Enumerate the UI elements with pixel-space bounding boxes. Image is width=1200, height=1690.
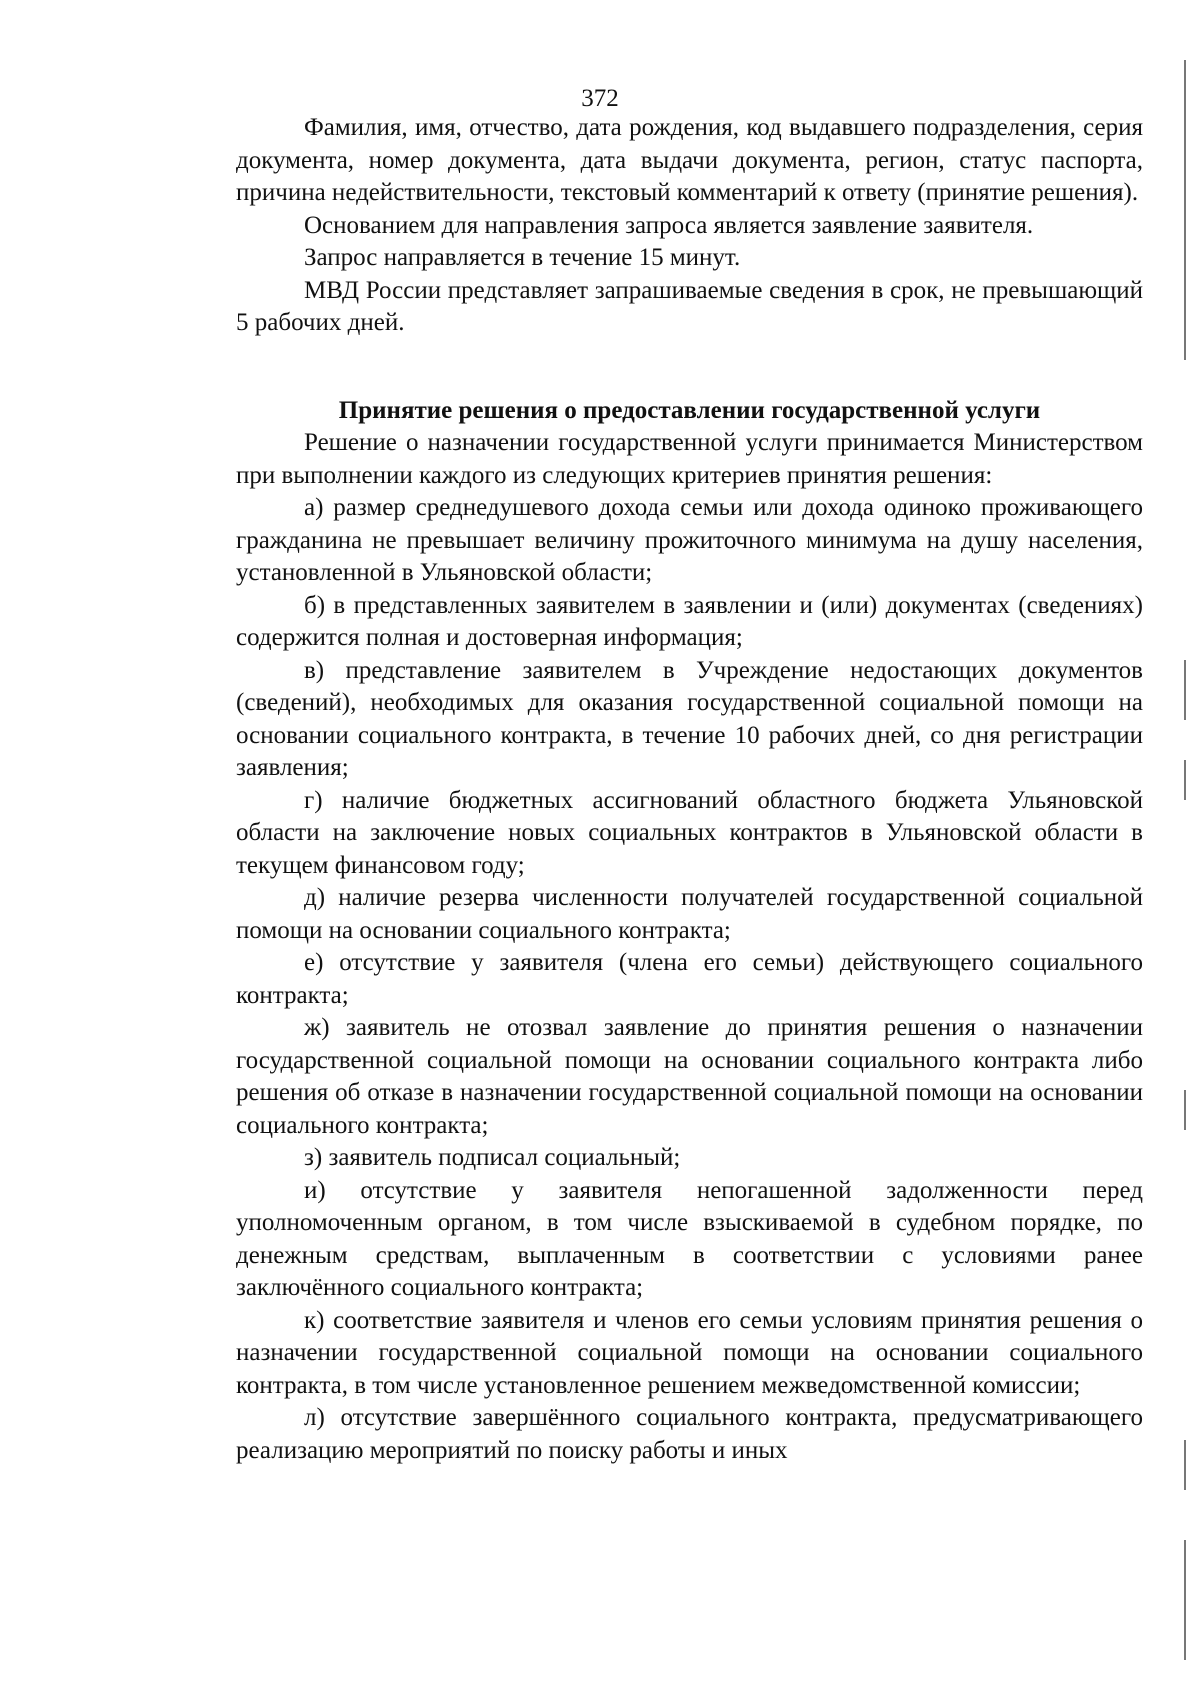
criterion-b: б) в представленных заявителем в заявлении и (или) документах (сведениях) содержится полная и достоверная информация; xyxy=(236,591,1143,651)
scan-edge-mark xyxy=(1184,760,1186,800)
criterion-g: г) наличие бюджетных ассигнований областного бюджета Ульяновской области на заключение новых социальных контрактов в Ульяновской области в текущем финансовом году; xyxy=(236,786,1143,879)
scan-edge-mark xyxy=(1184,1090,1186,1130)
criterion-k: к) соответствие заявителя и членов его семьи условиям принятия решения о назначении государственной социальной помощи на основании социального контракта, в том числе установленное решением межведомственной комиссии; xyxy=(236,1306,1143,1399)
paragraph-request-basis: Основанием для направления запроса является заявление заявителя. xyxy=(304,211,1034,239)
scan-edge-mark xyxy=(1184,1540,1186,1660)
document-body xyxy=(236,112,1143,1467)
criterion-i: и) отсутствие у заявителя непогашенной задолженности перед уполномоченным органом, в том числе взыскиваемой в судебном порядке, по денежным средствам, выплаченным в соответствии с условиями ранее заключённого социального контракта; xyxy=(236,1176,1143,1301)
paragraph-request-timing: Запрос направляется в течение 15 минут. xyxy=(304,244,741,271)
criterion-z: з) заявитель подписал социальный; xyxy=(304,1144,681,1171)
criterion-d: д) наличие резерва численности получателей государственной социальной помощи на основании социального контракта; xyxy=(236,884,1143,944)
scan-edge-mark xyxy=(1184,60,1186,360)
scan-edge-mark xyxy=(1184,660,1186,720)
paragraph-requested-fields: Фамилия, имя, отчество, дата рождения, код выдавшего подразделения, серия документа, номер документа, дата выдачи документа, регион, статус паспорта, причина недействительности, текстовый комментарий к ответу (принятие решения). xyxy=(236,114,1143,206)
section-spacer xyxy=(236,340,1143,395)
section-heading: Принятие решения о предоставлении государственной услуги xyxy=(338,396,1041,424)
criterion-e: е) отсутствие у заявителя (члена его семьи) действующего социального контракта; xyxy=(236,949,1143,1009)
page-number: 372 xyxy=(581,85,619,112)
criterion-zh: ж) заявитель не отозвал заявление до принятия решения о назначении государственной социальной помощи на основании социального контракта либо решения об отказе в назначении государственной социальной помощи на основании социального контракта; xyxy=(236,1014,1143,1139)
criterion-a: а) размер среднедушевого дохода семьи или дохода одиноко проживающего гражданина не превышает величину прожиточного минимума на душу населения, установленной в Ульяновской области; xyxy=(236,494,1143,586)
paragraph-mvd-response: МВД России представляет запрашиваемые сведения в срок, не превышающий 5 рабочих дней. xyxy=(236,276,1143,336)
paragraph-decision-intro: Решение о назначении государственной услуги принимается Министерством при выполнении каждого из следующих критериев принятия решения: xyxy=(236,429,1143,489)
criterion-v: в) представление заявителем в Учреждение недостающих документов (сведений), необходимых для оказания государственной социальной помощи на основании социального контракта, в течение 10 рабочих дней, со дня регистрации заявления; xyxy=(236,656,1143,781)
scan-edge-mark xyxy=(1184,1440,1186,1490)
criterion-l: л) отсутствие завершённого социального контракта, предусматривающего реализацию мероприятий по поиску работы и иных xyxy=(236,1404,1143,1464)
